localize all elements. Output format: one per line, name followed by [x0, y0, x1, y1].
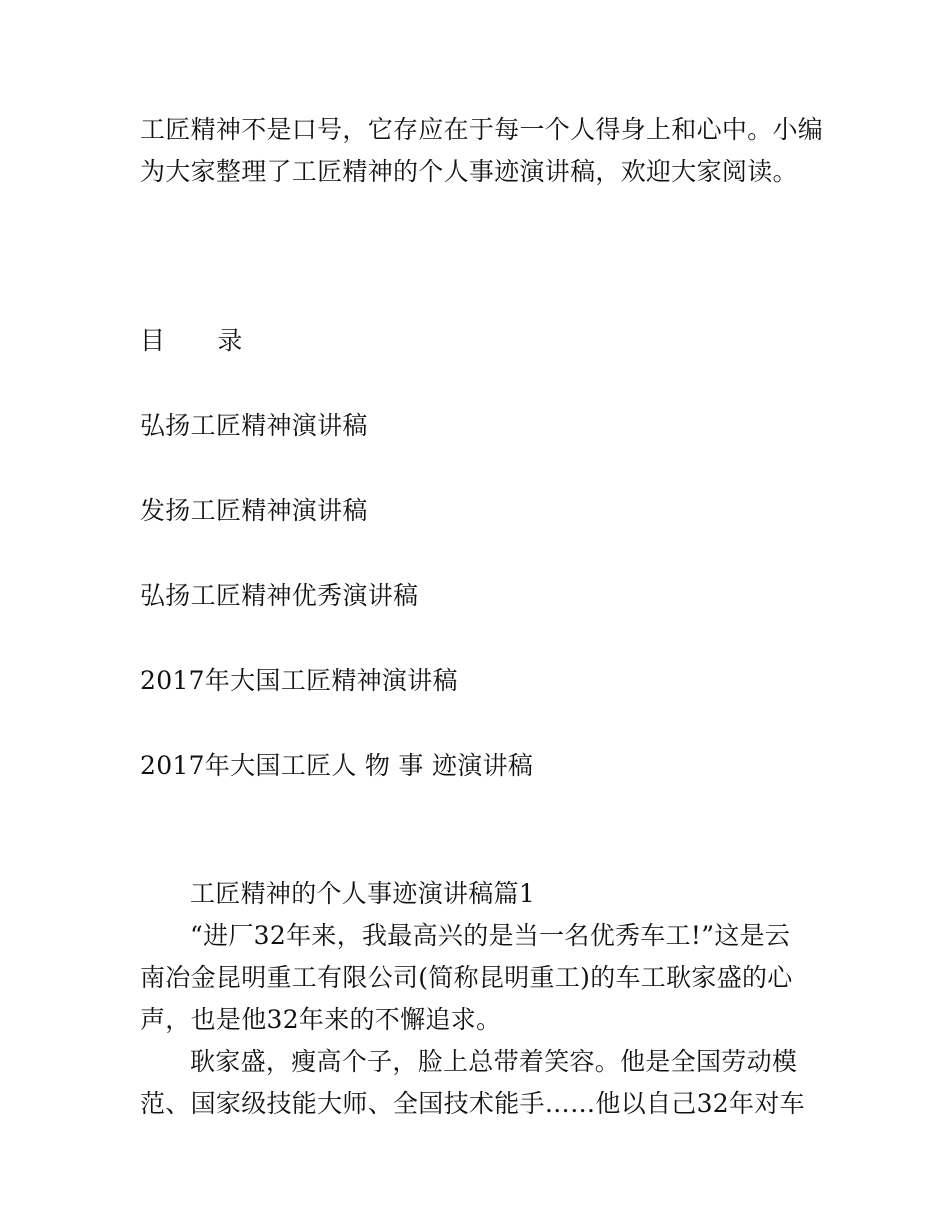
toc-item-2[interactable]: 发扬工匠精神演讲稿 [140, 496, 368, 525]
intro-line-1: 工匠精神不是口号，它存应在于每一个人得身上和心中。小编 [140, 115, 824, 144]
toc-item-1[interactable]: 弘扬工匠精神演讲稿 [140, 411, 368, 440]
paragraph-2-line-1: 耿家盛，瘦高个子，脸上总带着笑容。他是全国劳动模 [190, 1047, 798, 1076]
toc-heading-right: 录 [217, 326, 243, 355]
paragraph-1-line-1: “进厂32年来，我最高兴的是当一名优秀车工!”这是云 [190, 921, 791, 950]
paragraph-1-line-2: 南冶金昆明重工有限公司(简称昆明重工)的车工耿家盛的心 [140, 963, 793, 992]
paragraph-1-line-3: 声，也是他32年来的不懈追求。 [140, 1005, 502, 1034]
paragraph-2-line-2: 范、国家级技能大师、全国技术能手……他以自己32年对车 [140, 1089, 805, 1118]
toc-item-5[interactable]: 2017年大国工匠人 物 事 迹演讲稿 [140, 751, 534, 780]
toc-item-4[interactable]: 2017年大国工匠精神演讲稿 [140, 666, 458, 695]
intro-line-2: 为大家整理了工匠精神的个人事迹演讲稿，欢迎大家阅读。 [140, 157, 798, 186]
toc-heading-left: 目 [140, 326, 166, 355]
toc-item-3[interactable]: 弘扬工匠精神优秀演讲稿 [140, 581, 419, 610]
toc-heading [140, 326, 243, 356]
section-title: 工匠精神的个人事迹演讲稿篇1 [190, 879, 536, 908]
